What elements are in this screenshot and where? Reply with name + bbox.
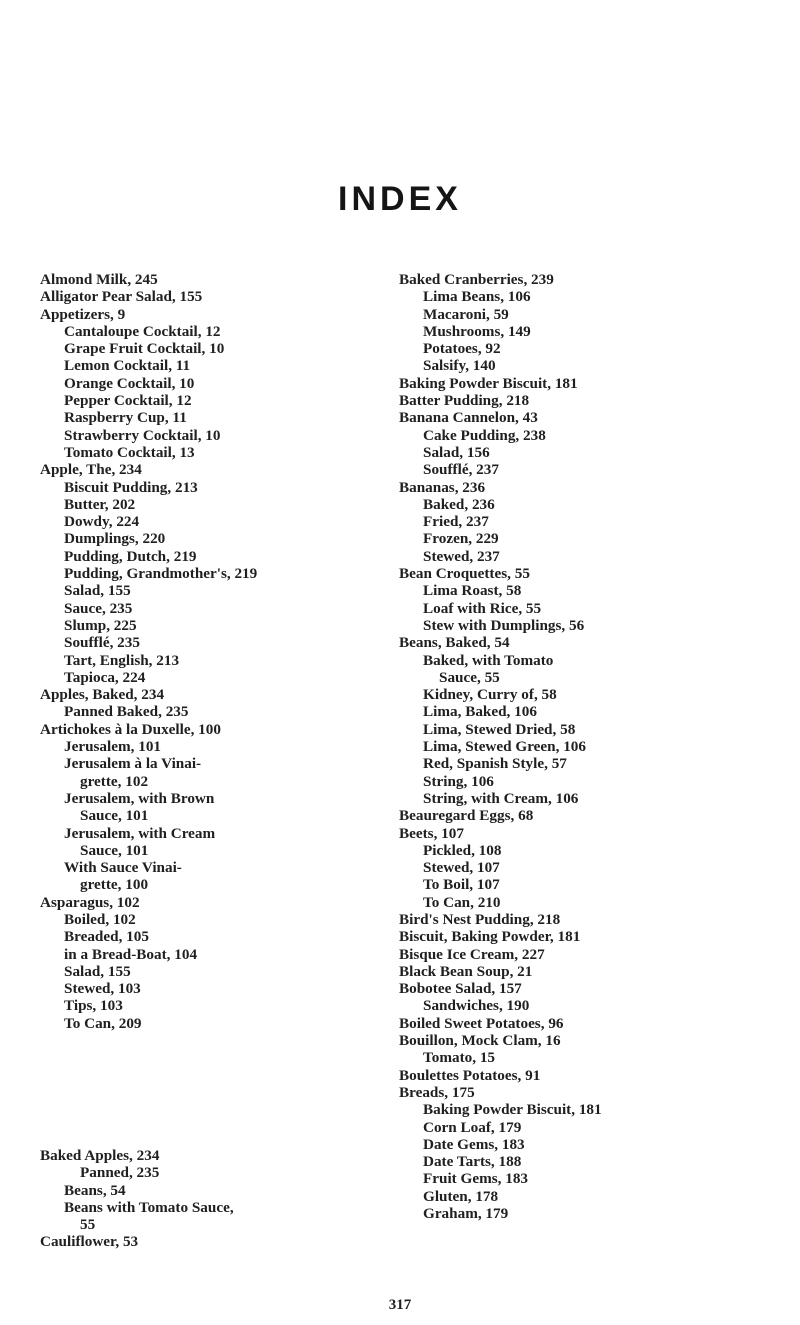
index-entry: Boiled Sweet Potatoes, 96 <box>399 1014 564 1032</box>
index-subentry: 55 <box>80 1216 96 1234</box>
index-subentry: Date Tarts, 188 <box>423 1153 522 1171</box>
index-subentry: Raspberry Cup, 11 <box>64 409 187 427</box>
index-subentry: Gluten, 178 <box>423 1187 499 1205</box>
index-subentry: Pudding, Dutch, 219 <box>64 547 197 565</box>
index-subentry: Loaf with Rice, 55 <box>423 599 542 617</box>
index-subentry: Salsify, 140 <box>423 357 496 375</box>
index-entry: Apples, Baked, 234 <box>40 686 165 704</box>
index-subentry: Sauce, 55 <box>439 668 500 686</box>
index-column-left-continued <box>40 1147 385 1251</box>
index-entry: Bisque Ice Cream, 227 <box>399 945 545 963</box>
index-entry: Black Bean Soup, 21 <box>399 962 533 980</box>
index-subentry: To Boil, 107 <box>423 876 500 894</box>
index-subentry: Graham, 179 <box>423 1205 509 1223</box>
index-subentry: Panned, 235 <box>80 1164 160 1182</box>
index-entry: Appetizers, 9 <box>40 305 126 323</box>
index-subentry: Salad, 155 <box>64 962 131 980</box>
index-subentry: Mushrooms, 149 <box>423 322 531 340</box>
index-subentry: in a Bread-Boat, 104 <box>64 945 198 963</box>
index-entry: Artichokes à la Duxelle, 100 <box>40 720 221 738</box>
index-subentry: Slump, 225 <box>64 616 137 634</box>
index-entry: Boulettes Potatoes, 91 <box>399 1066 541 1084</box>
page-title: INDEX <box>338 180 462 218</box>
index-subentry: Potatoes, 92 <box>423 340 501 358</box>
index-subentry: Baked, with Tomato <box>423 651 554 669</box>
index-subentry: Fried, 237 <box>423 513 489 531</box>
index-column-left <box>40 271 385 1032</box>
index-entry: Beets, 107 <box>399 824 464 842</box>
index-subentry: Jerusalem, with Cream <box>64 824 216 842</box>
index-subentry: Red, Spanish Style, 57 <box>423 755 567 773</box>
index-subentry: To Can, 209 <box>64 1014 142 1032</box>
index-subentry: Date Gems, 183 <box>423 1135 525 1153</box>
index-subentry: With Sauce Vinai- <box>64 859 182 877</box>
index-subentry: Soufflé, 237 <box>423 461 499 479</box>
index-subentry: Sauce, 235 <box>64 599 133 617</box>
index-subentry: Tips, 103 <box>64 997 123 1015</box>
index-entry: Bird's Nest Pudding, 218 <box>399 910 561 928</box>
index-subentry: Dowdy, 224 <box>64 513 140 531</box>
index-subentry: Cake Pudding, 238 <box>423 426 546 444</box>
index-subentry: Beans with Tomato Sauce, <box>64 1198 234 1216</box>
index-subentry: Pudding, Grandmother's, 219 <box>64 565 258 583</box>
index-subentry: Baked, 236 <box>423 495 495 513</box>
index-entry: Baked Cranberries, 239 <box>399 271 554 288</box>
index-subentry: String, 106 <box>423 772 494 790</box>
index-subentry: Kidney, Curry of, 58 <box>423 686 557 704</box>
index-subentry: Orange Cocktail, 10 <box>64 374 195 392</box>
index-entry: Breads, 175 <box>399 1083 475 1101</box>
index-subentry: Frozen, 229 <box>423 530 499 548</box>
index-subentry: Soufflé, 235 <box>64 634 140 652</box>
index-entry: Alligator Pear Salad, 155 <box>40 288 203 306</box>
index-subentry: Panned Baked, 235 <box>64 703 189 721</box>
index-subentry: Baking Powder Biscuit, 181 <box>423 1101 602 1119</box>
index-subentry: Jerusalem, with Brown <box>64 789 215 807</box>
index-entry: Beans, Baked, 54 <box>399 634 510 652</box>
index-subentry: Butter, 202 <box>64 495 136 513</box>
index-subentry: Cantaloupe Cocktail, 12 <box>64 322 221 340</box>
index-entry: Bouillon, Mock Clam, 16 <box>399 1032 561 1050</box>
index-entry: Cauliflower, 53 <box>40 1233 139 1251</box>
index-entry: Almond Milk, 245 <box>40 271 158 288</box>
index-subentry: Jerusalem, 101 <box>64 738 162 756</box>
index-subentry: Lima, Stewed Dried, 58 <box>423 720 576 738</box>
index-subentry: Lemon Cocktail, 11 <box>64 357 191 375</box>
index-subentry: Boiled, 102 <box>64 910 136 928</box>
index-entry: Bean Croquettes, 55 <box>399 565 530 583</box>
index-subentry: Lima, Stewed Green, 106 <box>423 738 586 756</box>
index-subentry: Biscuit Pudding, 213 <box>64 478 198 496</box>
index-entry: Baking Powder Biscuit, 181 <box>399 374 578 392</box>
index-subentry: Lima Roast, 58 <box>423 582 522 600</box>
index-subentry: Pickled, 108 <box>423 841 502 859</box>
index-entry: Apple, The, 234 <box>40 461 142 479</box>
index-subentry: Stewed, 103 <box>64 980 141 998</box>
index-entry: Banana Cannelon, 43 <box>399 409 538 427</box>
index-subentry: Tapioca, 224 <box>64 668 146 686</box>
index-subentry: Salad, 156 <box>423 443 490 461</box>
index-entry: Biscuit, Baking Powder, 181 <box>399 928 581 946</box>
index-subentry: Corn Loaf, 179 <box>423 1118 522 1136</box>
index-subentry: Sauce, 101 <box>80 807 149 825</box>
index-subentry: Salad, 155 <box>64 582 131 600</box>
index-subentry: Lima, Baked, 106 <box>423 703 537 721</box>
index-subentry: Pepper Cocktail, 12 <box>64 392 192 410</box>
index-subentry: grette, 100 <box>80 876 149 894</box>
index-subentry: Stew with Dumplings, 56 <box>423 616 585 634</box>
index-subentry: Fruit Gems, 183 <box>423 1170 529 1188</box>
index-subentry: Stewed, 107 <box>423 859 500 877</box>
index-subentry: Sauce, 101 <box>80 841 149 859</box>
index-entry: Beauregard Eggs, 68 <box>399 807 534 825</box>
index-entry: Bananas, 236 <box>399 478 486 496</box>
index-entry: Batter Pudding, 218 <box>399 392 530 410</box>
index-column-right <box>399 271 779 1222</box>
index-subentry: Strawberry Cocktail, 10 <box>64 426 221 444</box>
index-subentry: Tomato Cocktail, 13 <box>64 443 195 461</box>
index-subentry: Breaded, 105 <box>64 928 149 946</box>
index-subentry: Beans, 54 <box>64 1181 126 1199</box>
index-subentry: grette, 102 <box>80 772 149 790</box>
index-entry: Baked Apples, 234 <box>40 1147 160 1164</box>
index-subentry: Tomato, 15 <box>423 1049 496 1067</box>
index-subentry: String, with Cream, 106 <box>423 789 579 807</box>
index-entry: Bobotee Salad, 157 <box>399 980 522 998</box>
index-subentry: Dumplings, 220 <box>64 530 166 548</box>
page-number: 317 <box>388 1297 412 1313</box>
index-subentry: Sandwiches, 190 <box>423 997 530 1015</box>
index-entry: Asparagus, 102 <box>40 893 140 911</box>
index-subentry: Tart, English, 213 <box>64 651 180 669</box>
index-subentry: Stewed, 237 <box>423 547 500 565</box>
index-subentry: Grape Fruit Cocktail, 10 <box>64 340 225 358</box>
index-subentry: To Can, 210 <box>423 893 501 911</box>
index-subentry: Lima Beans, 106 <box>423 288 531 306</box>
index-subentry: Macaroni, 59 <box>423 305 509 323</box>
index-subentry: Jerusalem à la Vinai- <box>64 755 202 773</box>
